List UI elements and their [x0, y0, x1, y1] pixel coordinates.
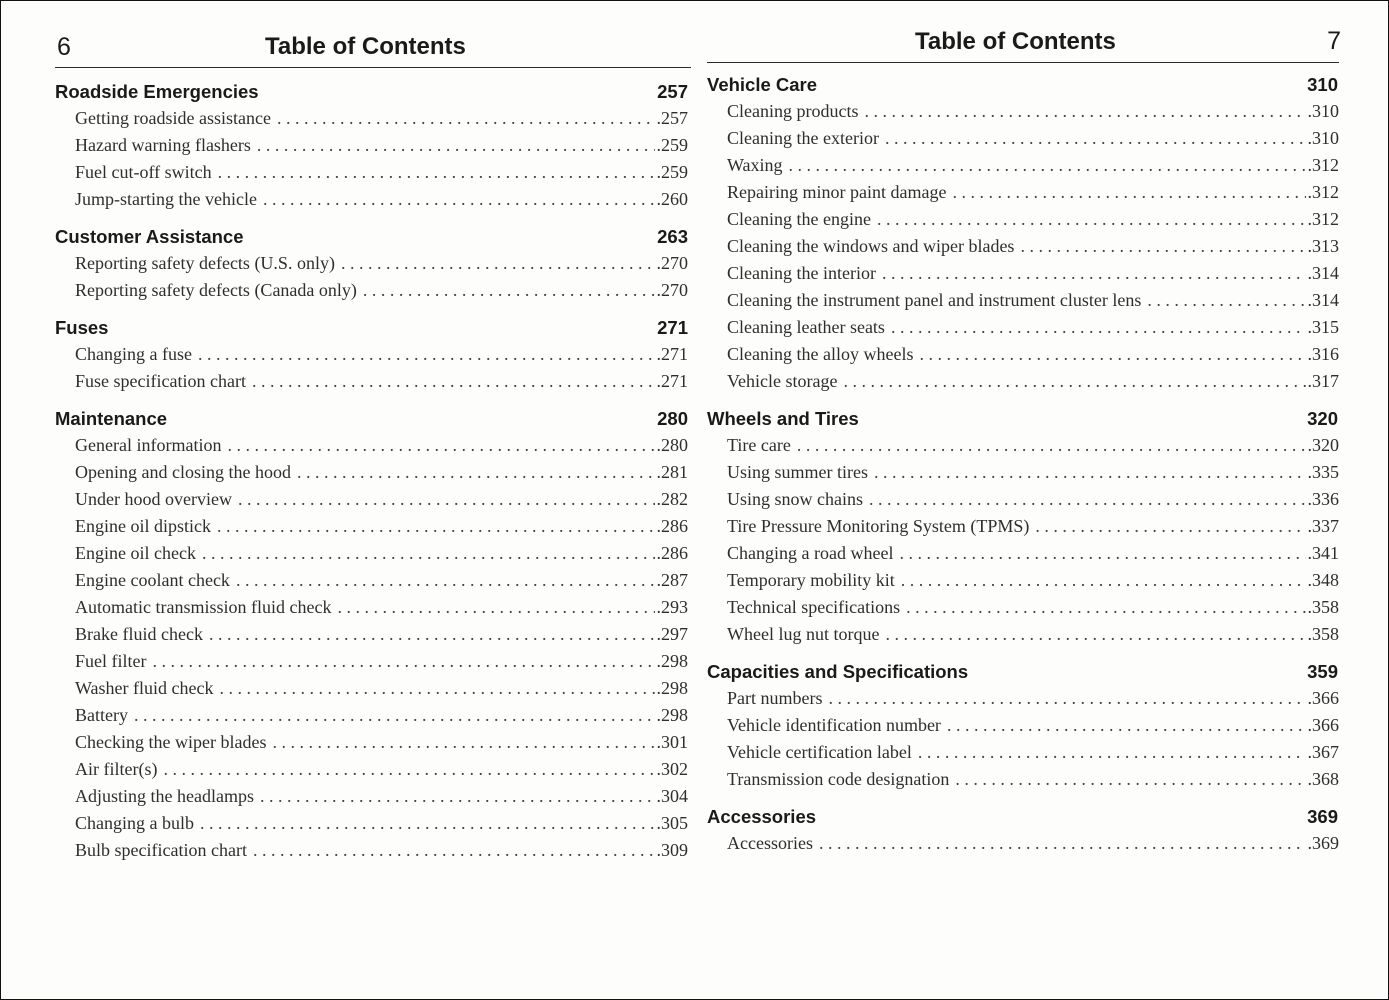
section-title: Fuses — [55, 317, 109, 338]
entry-title: Under hood overview — [75, 489, 232, 509]
entry-title: Using snow chains — [727, 489, 863, 509]
entry-page: .298 — [656, 705, 688, 725]
dot-leader — [209, 621, 655, 648]
dot-leader — [885, 621, 1305, 648]
entry-title: Reporting safety defects (U.S. only) — [75, 253, 335, 273]
entry-title: Waxing — [727, 155, 783, 175]
entry-title: Battery — [75, 705, 128, 725]
entry-page: .337 — [1307, 516, 1339, 536]
dot-leader — [952, 179, 1305, 206]
toc-entry[interactable] — [707, 125, 1339, 152]
entry-page: .298 — [656, 678, 688, 698]
toc-entry[interactable] — [55, 105, 689, 132]
dot-leader — [877, 206, 1306, 233]
entry-page: .297 — [656, 624, 688, 644]
entry-page: .312 — [1307, 182, 1339, 202]
dot-leader — [238, 486, 655, 513]
section-heading[interactable] — [55, 79, 689, 105]
entry-title: Cleaning the exterior — [727, 128, 879, 148]
dot-leader — [341, 250, 655, 277]
toc-entry[interactable] — [55, 368, 689, 395]
toc-entry[interactable] — [707, 513, 1339, 540]
entry-title: Air filter(s) — [75, 759, 158, 779]
entry-page: .309 — [656, 840, 688, 860]
toc-entry[interactable] — [707, 594, 1339, 621]
toc-entry[interactable] — [55, 729, 689, 756]
dot-leader — [227, 432, 654, 459]
dot-leader — [891, 314, 1306, 341]
entry-title: Cleaning products — [727, 101, 859, 121]
dot-leader — [253, 837, 655, 864]
toc-section — [707, 406, 1339, 648]
entry-title: Cleaning the engine — [727, 209, 871, 229]
entry-page: .271 — [656, 371, 688, 391]
page-number: 6 — [57, 33, 71, 61]
toc-entry[interactable] — [55, 621, 689, 648]
entry-title: Tire Pressure Monitoring System (TPMS) — [727, 516, 1030, 536]
dot-leader — [955, 766, 1305, 793]
toc-entry[interactable] — [55, 250, 689, 277]
dot-leader — [843, 368, 1305, 395]
dot-leader — [828, 685, 1305, 712]
toc-entry[interactable] — [707, 206, 1339, 233]
toc-entry[interactable] — [707, 830, 1339, 857]
toc-entry[interactable] — [55, 540, 689, 567]
entry-title: Technical specifications — [727, 597, 901, 617]
header-rule — [707, 62, 1339, 63]
entry-page: .304 — [656, 786, 688, 806]
entry-title: Jump-starting the vehicle — [75, 189, 257, 209]
toc-entry[interactable] — [707, 739, 1339, 766]
entry-page: .270 — [656, 253, 688, 273]
entry-title: Hazard warning flashers — [75, 135, 251, 155]
toc-entry[interactable] — [55, 783, 689, 810]
toc-entry[interactable] — [55, 756, 689, 783]
entry-page: .301 — [656, 732, 688, 752]
entry-page: .358 — [1307, 597, 1339, 617]
dot-leader — [1147, 287, 1305, 314]
entry-page: .320 — [1307, 435, 1339, 455]
section-heading[interactable] — [707, 659, 1339, 685]
dot-leader — [885, 125, 1306, 152]
dot-leader — [220, 675, 655, 702]
entry-title: Vehicle identification number — [727, 715, 941, 735]
entry-title: Engine coolant check — [75, 570, 230, 590]
toc-section — [55, 406, 689, 864]
dot-leader — [869, 486, 1306, 513]
entry-page: .282 — [656, 489, 688, 509]
dot-leader — [257, 132, 655, 159]
section-page: 271 — [657, 317, 688, 338]
entry-page: .287 — [656, 570, 688, 590]
entry-page: .312 — [1307, 155, 1339, 175]
section-heading[interactable] — [55, 315, 689, 341]
entry-title: Cleaning the alloy wheels — [727, 344, 914, 364]
toc-entry[interactable] — [55, 567, 689, 594]
entry-title: Cleaning the interior — [727, 263, 876, 283]
toc-entry[interactable] — [55, 486, 689, 513]
entry-title: Engine oil check — [75, 543, 196, 563]
toc-entry[interactable] — [707, 98, 1339, 125]
entry-title: Repairing minor paint damage — [727, 182, 947, 202]
entry-title: Part numbers — [727, 688, 823, 708]
section-page: 280 — [657, 408, 688, 429]
section-heading[interactable] — [55, 406, 689, 432]
dot-leader — [163, 756, 654, 783]
dot-leader — [874, 459, 1306, 486]
entry-title: Brake fluid check — [75, 624, 203, 644]
entry-title: Automatic transmission fluid check — [75, 597, 332, 617]
toc-entry[interactable] — [707, 712, 1339, 739]
dot-leader — [906, 594, 1305, 621]
entry-page: .366 — [1307, 688, 1339, 708]
entry-page: .302 — [656, 759, 688, 779]
dot-leader — [198, 341, 655, 368]
dot-leader — [819, 830, 1306, 857]
dot-leader — [134, 702, 655, 729]
dot-leader — [263, 186, 655, 213]
page-number: 7 — [1327, 27, 1341, 55]
entry-page: .310 — [1307, 128, 1339, 148]
dot-leader — [947, 712, 1306, 739]
dot-leader — [236, 567, 655, 594]
entry-page: .336 — [1307, 489, 1339, 509]
entry-title: Using summer tires — [727, 462, 868, 482]
section-heading[interactable] — [707, 804, 1339, 830]
toc-entry[interactable] — [707, 368, 1339, 395]
toc-entry[interactable] — [707, 621, 1339, 648]
toc-entry[interactable] — [55, 702, 689, 729]
toc-entry[interactable] — [707, 432, 1339, 459]
toc-entry[interactable] — [55, 459, 689, 486]
entry-title: Fuel filter — [75, 651, 147, 671]
toc-entry[interactable] — [55, 810, 689, 837]
toc-entry[interactable] — [707, 152, 1339, 179]
entry-title: Cleaning the windows and wiper blades — [727, 236, 1015, 256]
section-heading[interactable] — [707, 72, 1339, 98]
page-title: Table of Contents — [265, 33, 466, 60]
entry-title: Vehicle storage — [727, 371, 838, 391]
entry-page: .316 — [1307, 344, 1339, 364]
toc-entry[interactable] — [707, 287, 1339, 314]
toc-sections — [55, 79, 689, 875]
entry-title: Temporary mobility kit — [727, 570, 895, 590]
dot-leader — [200, 810, 655, 837]
entry-page: .312 — [1307, 209, 1339, 229]
page-title: Table of Contents — [915, 28, 1116, 55]
entry-page: .259 — [656, 162, 688, 182]
entry-page: .260 — [656, 189, 688, 209]
toc-entry[interactable] — [55, 159, 689, 186]
entry-page: .293 — [656, 597, 688, 617]
entry-page: .348 — [1307, 570, 1339, 590]
toc-section — [707, 804, 1339, 857]
section-title: Roadside Emergencies — [55, 81, 259, 102]
toc-entry[interactable] — [55, 594, 689, 621]
section-title: Vehicle Care — [707, 74, 818, 95]
section-page: 310 — [1307, 74, 1338, 95]
entry-page: .341 — [1307, 543, 1339, 563]
entry-page: .305 — [656, 813, 688, 833]
entry-page: .317 — [1307, 371, 1339, 391]
entry-title: Changing a fuse — [75, 344, 192, 364]
entry-page: .335 — [1307, 462, 1339, 482]
entry-page: .281 — [656, 462, 688, 482]
dot-leader — [789, 152, 1306, 179]
entry-title: Washer fluid check — [75, 678, 214, 698]
toc-entry[interactable] — [55, 432, 689, 459]
entry-title: Wheel lug nut torque — [727, 624, 880, 644]
entry-page: .314 — [1307, 263, 1339, 283]
dot-leader — [797, 432, 1306, 459]
entry-title: Changing a road wheel — [727, 543, 894, 563]
entry-title: Fuel cut-off switch — [75, 162, 212, 182]
entry-title: Transmission code designation — [727, 769, 950, 789]
toc-section — [55, 315, 689, 395]
entry-title: Vehicle certification label — [727, 742, 912, 762]
page-header — [55, 1, 689, 61]
section-page: 320 — [1307, 408, 1338, 429]
section-title: Maintenance — [55, 408, 168, 429]
toc-section — [55, 79, 689, 213]
dot-leader — [260, 783, 655, 810]
dot-leader — [899, 540, 1305, 567]
entry-title: Changing a bulb — [75, 813, 194, 833]
entry-title: Cleaning the instrument panel and instrument cluster lens — [727, 290, 1142, 310]
entry-title: Tire care — [727, 435, 791, 455]
toc-entry[interactable] — [55, 341, 689, 368]
toc-sections — [707, 72, 1339, 868]
toc-entry[interactable] — [707, 233, 1339, 260]
entry-page: .310 — [1307, 101, 1339, 121]
dot-leader — [202, 540, 655, 567]
section-title: Accessories — [707, 806, 817, 827]
dot-leader — [864, 98, 1305, 125]
dot-leader — [882, 260, 1306, 287]
entry-title: General information — [75, 435, 222, 455]
header-rule — [55, 67, 691, 68]
toc-entry[interactable] — [707, 314, 1339, 341]
entry-page: .366 — [1307, 715, 1339, 735]
dot-leader — [252, 368, 655, 395]
section-page: 263 — [657, 226, 688, 247]
entry-title: Fuse specification chart — [75, 371, 246, 391]
entry-page: .271 — [656, 344, 688, 364]
toc-entry[interactable] — [707, 341, 1339, 368]
dot-leader — [272, 729, 654, 756]
section-title: Customer Assistance — [55, 226, 244, 247]
toc-entry[interactable] — [707, 540, 1339, 567]
entry-page: .358 — [1307, 624, 1339, 644]
page-header — [707, 1, 1339, 61]
toc-entry[interactable] — [55, 513, 689, 540]
entry-page: .314 — [1307, 290, 1339, 310]
entry-page: .257 — [656, 108, 688, 128]
section-title: Wheels and Tires — [707, 408, 859, 429]
dot-leader — [901, 567, 1306, 594]
dot-leader — [152, 648, 654, 675]
entry-page: .280 — [656, 435, 688, 455]
dot-leader — [337, 594, 654, 621]
entry-title: Engine oil dipstick — [75, 516, 211, 536]
toc-entry[interactable] — [707, 766, 1339, 793]
entry-title: Getting roadside assistance — [75, 108, 271, 128]
entry-page: .369 — [1307, 833, 1339, 853]
toc-entry[interactable] — [707, 179, 1339, 206]
toc-entry[interactable] — [55, 186, 689, 213]
dot-leader — [919, 341, 1305, 368]
entry-page: .315 — [1307, 317, 1339, 337]
entry-title: Adjusting the headlamps — [75, 786, 254, 806]
entry-page: .286 — [656, 543, 688, 563]
entry-title: Bulb specification chart — [75, 840, 247, 860]
toc-section — [707, 659, 1339, 793]
section-heading[interactable] — [707, 406, 1339, 432]
entry-page: .368 — [1307, 769, 1339, 789]
entry-title: Reporting safety defects (Canada only) — [75, 280, 357, 300]
toc-entry[interactable] — [707, 459, 1339, 486]
entry-page: .270 — [656, 280, 688, 300]
dot-leader — [217, 513, 655, 540]
toc-entry[interactable] — [55, 837, 689, 864]
entry-title: Cleaning leather seats — [727, 317, 885, 337]
section-page: 257 — [657, 81, 688, 102]
dot-leader — [363, 277, 655, 304]
toc-entry[interactable] — [55, 277, 689, 304]
entry-page: .313 — [1307, 236, 1339, 256]
dot-leader — [297, 459, 655, 486]
section-page: 369 — [1307, 806, 1338, 827]
toc-entry[interactable] — [707, 260, 1339, 287]
dot-leader — [1020, 233, 1305, 260]
toc-entry[interactable] — [707, 567, 1339, 594]
toc-section — [707, 72, 1339, 395]
entry-title: Checking the wiper blades — [75, 732, 267, 752]
section-title: Capacities and Specifications — [707, 661, 969, 682]
left-page — [55, 1, 689, 860]
toc-section — [55, 224, 689, 304]
toc-entry[interactable] — [707, 685, 1339, 712]
toc-entry[interactable] — [55, 132, 689, 159]
entry-title: Accessories — [727, 833, 813, 853]
entry-page: .286 — [656, 516, 688, 536]
entry-page: .367 — [1307, 742, 1339, 762]
toc-entry[interactable] — [707, 486, 1339, 513]
right-page — [707, 1, 1341, 853]
entry-page: .259 — [656, 135, 688, 155]
dot-leader — [277, 105, 655, 132]
entry-page: .298 — [656, 651, 688, 671]
dot-leader — [218, 159, 655, 186]
section-page: 359 — [1307, 661, 1338, 682]
toc-entry[interactable] — [55, 648, 689, 675]
dot-leader — [1035, 513, 1305, 540]
entry-title: Opening and closing the hood — [75, 462, 291, 482]
section-heading[interactable] — [55, 224, 689, 250]
dot-leader — [918, 739, 1306, 766]
toc-entry[interactable] — [55, 675, 689, 702]
